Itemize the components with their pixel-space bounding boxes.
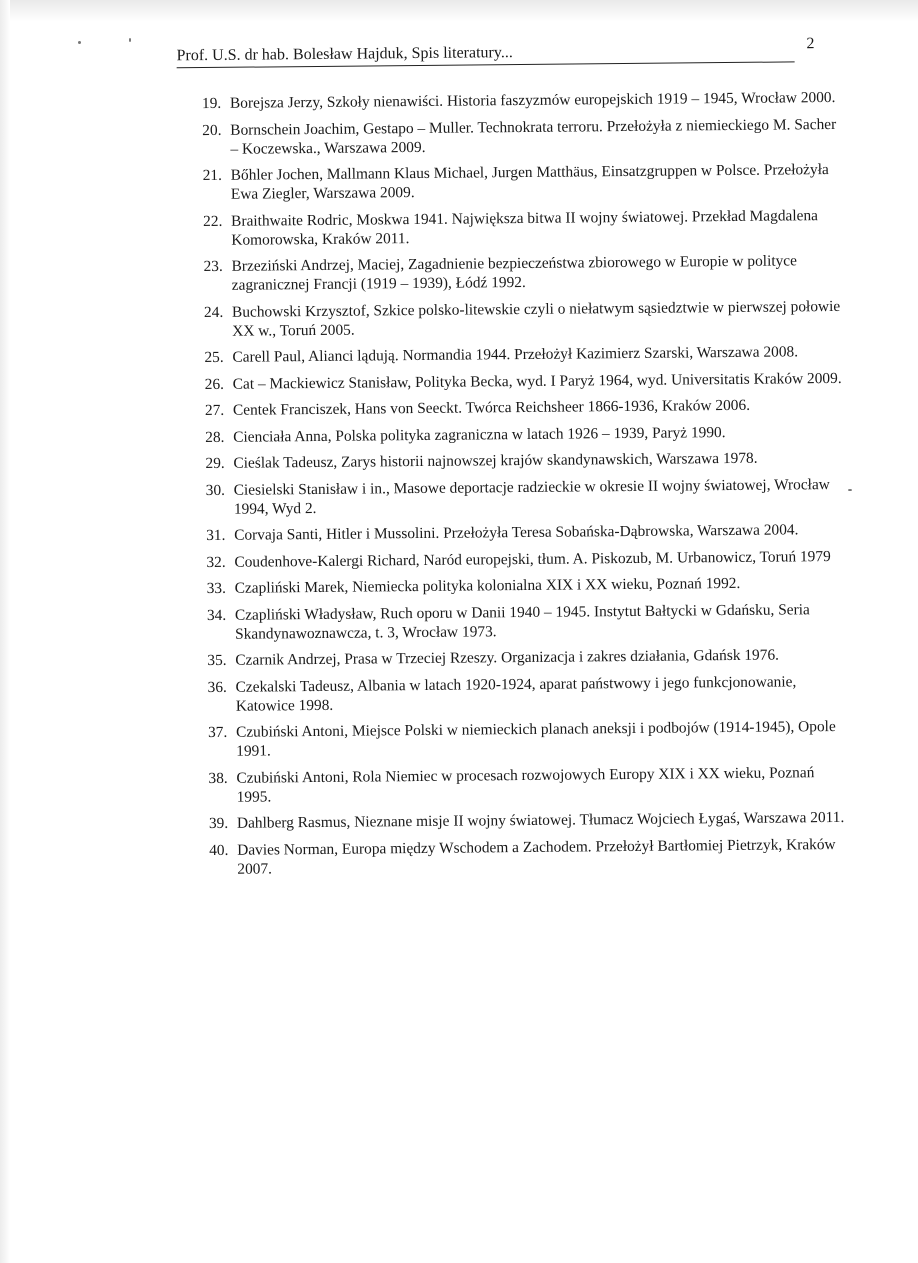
- entry-text: Dahlberg Rasmus, Nieznane misje II wojny światowej. Tłumacz Wojciech Łygaś, Warszawa 2011.: [236, 808, 845, 832]
- entry-number: 31.: [206, 526, 226, 545]
- entry-text: Corvaja Santi, Hitler i Mussolini. Przełożyła Teresa Sobańska-Dąbrowska, Warszawa 2004.: [234, 521, 799, 544]
- running-header: [176, 39, 794, 68]
- bibliography-entry: [202, 88, 842, 113]
- bibliography-entry: [204, 342, 844, 367]
- entry-number: 30.: [205, 481, 226, 499]
- entry-text: Centek Franciszek, Hans von Seeckt. Twórca Reichsheer 1866-1936, Kraków 2006.: [232, 396, 751, 419]
- entry-number: 26.: [204, 375, 225, 393]
- entry-number: 29.: [205, 454, 225, 473]
- entry-number: 36.: [207, 678, 227, 696]
- entry-text: Borejsza Jerzy, Szkoły nienawiści. Historia faszyzmów europejskich 1919 – 1945, Wrocław 2000.: [229, 88, 836, 112]
- bibliography-entry: [206, 546, 846, 571]
- entry-number: 40.: [209, 841, 229, 859]
- bibliography-entry: [205, 421, 845, 446]
- bibliography-entry: [207, 573, 847, 598]
- bibliography-entry: [204, 296, 844, 340]
- bibliography-entry: [207, 599, 847, 643]
- bibliography-entry: [209, 808, 849, 833]
- bibliography-entry: [205, 395, 845, 420]
- entry-text: Czarnik Andrzej, Prasa w Trzeciej Rzeszy. Organizacja i zakres działania, Gdańsk 1976.: [235, 646, 780, 669]
- bibliography-entry: [203, 251, 843, 295]
- entry-number: 27.: [204, 401, 225, 420]
- entry-number: 25.: [204, 348, 224, 367]
- entry-number: 24.: [203, 303, 224, 321]
- entry-text: Czapliński Władysław, Ruch oporu w Danii 1940 – 1945. Instytut Bałtycki w Gdańsku, Seria Skandynawoznawcza, t. 3, Wrocław 1973.: [234, 600, 810, 643]
- bibliography-list: [202, 88, 850, 886]
- bibliography-entry: [208, 762, 848, 806]
- entry-text: Braithwaite Rodric, Moskwa 1941. Największa bitwa II wojny światowej. Przekład Magdalena Komorowska, Kraków 2011.: [231, 206, 819, 249]
- entry-number: 38.: [208, 769, 228, 787]
- entry-text: Czapliński Marek, Niemiecka polityka kolonialna XIX i XX wieku, Poznań 1992.: [234, 574, 741, 597]
- bibliography-entry: [208, 671, 848, 715]
- entry-text: Cieślak Tadeusz, Zarys historii najnowszej krajów skandynawskich, Warszawa 1978.: [233, 449, 758, 472]
- entry-text: Bornschein Joachim, Gestapo – Muller. Technokrata terroru. Przełożyła z niemieckiego M. Sacher – Koczewska., Warszawa 2009.: [230, 115, 837, 158]
- entry-number: 21.: [202, 166, 223, 185]
- header-title: Prof. U.S. dr hab. Bolesław Hajduk, Spis literatury...: [176, 44, 513, 65]
- entry-text: Brzeziński Andrzej, Maciej, Zagadnienie bezpieczeństwa zbiorowego w Europie w polityce zagranicznej Francji (1919 – 1939), Łódź 1992.: [231, 252, 798, 294]
- entry-number: 19.: [201, 94, 222, 113]
- entry-number: 39.: [208, 814, 229, 833]
- entry-text: Buchowski Krzysztof, Szkice polsko-litewskie czyli o niełatwym sąsiedztwie w pierwszej połowie XX w., Toruń 2005.: [231, 297, 841, 340]
- bibliography-entry: [209, 834, 849, 878]
- entry-text: Cienciała Anna, Polska polityka zagraniczna w latach 1926 – 1939, Paryż 1990.: [233, 423, 726, 446]
- page-number: 2: [806, 35, 815, 53]
- entry-text: Coudenhove-Kalergi Richard, Naród europejski, tłum. A. Piskozub, M. Urbanowicz, Toruń 1979: [234, 547, 831, 571]
- entry-text: Ciesielski Stanisław i in., Masowe deportacje radzieckie w okresie II wojny światowej, Wrocław 1994, Wyd 2.: [233, 475, 830, 518]
- bibliography-entry: [205, 448, 845, 473]
- bibliography-entry: [203, 160, 843, 204]
- bibliography-entry: [207, 645, 847, 670]
- bibliography-entry: [205, 368, 845, 393]
- entry-number: 37.: [207, 723, 228, 742]
- bibliography-entry: [203, 205, 843, 249]
- entry-text: Czubiński Antoni, Rola Niemiec w procesach rozwojowych Europy XIX i XX wieku, Poznań 1995.: [236, 763, 815, 806]
- bibliography-entry: [206, 474, 846, 518]
- entry-text: Carell Paul, Alianci lądują. Normandia 1944. Przełożył Kazimierz Szarski, Warszawa 2008.: [232, 343, 799, 366]
- bibliography-entry: [208, 717, 848, 761]
- entry-number: 33.: [206, 579, 226, 598]
- entry-number: 32.: [206, 553, 226, 571]
- entry-number: 28.: [205, 428, 225, 446]
- entry-number: 22.: [203, 212, 223, 230]
- entry-text: Davies Norman, Europa między Wschodem a Zachodem. Przełożył Bartłomiej Pietrzyk, Kraków 2007.: [237, 835, 836, 878]
- entry-number: 34.: [206, 606, 227, 624]
- entry-number: 35.: [207, 651, 227, 670]
- entry-text: Bőhler Jochen, Mallmann Klaus Michael, Jurgen Matthäus, Einsatzgruppen w Polsce. Przełożyła Ewa Ziegler, Warszawa 2009.: [230, 161, 829, 203]
- entry-text: Cat – Mackiewicz Stanisław, Polityka Becka, wyd. I Paryż 1964, wyd. Universitatis Kraków 2009.: [232, 369, 842, 393]
- entry-number: 23.: [203, 257, 223, 276]
- entry-number: 20.: [202, 121, 222, 139]
- bibliography-entry: [206, 520, 846, 545]
- entry-text: Czekalski Tadeusz, Albania w latach 1920-1924, aparat państwowy i jego funkcjonowanie, Katowice 1998.: [235, 672, 797, 715]
- entry-text: Czubiński Antoni, Miejsce Polski w niemieckich planach aneksji i podbojów (1914-1945), Opole 1991.: [235, 718, 836, 760]
- bibliography-entry: [202, 114, 842, 158]
